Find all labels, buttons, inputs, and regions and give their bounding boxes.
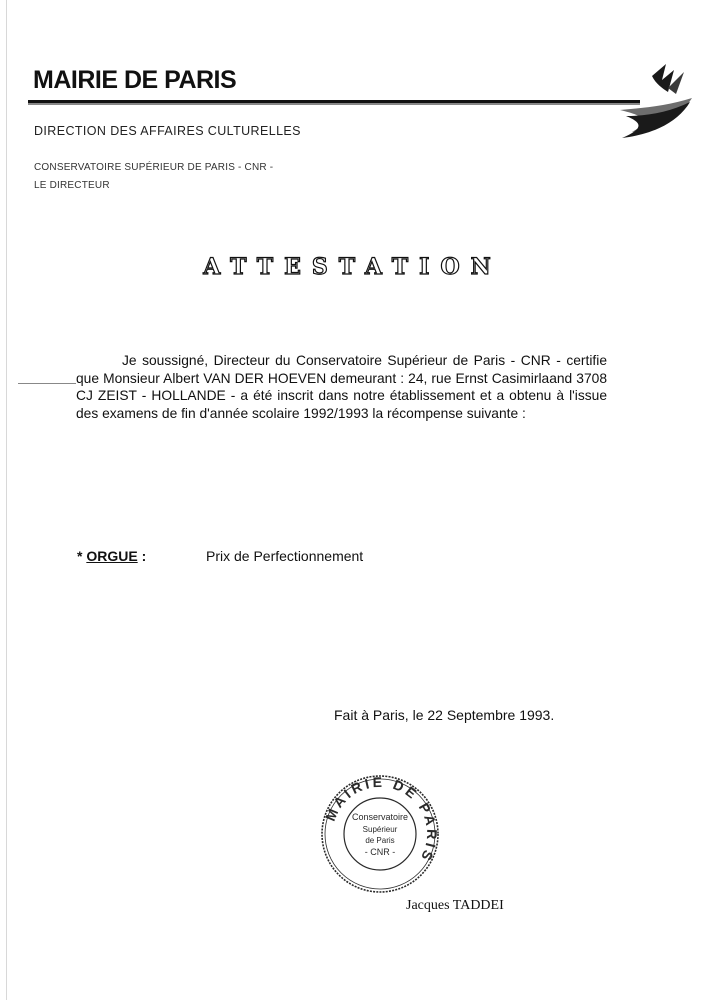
svg-text:Conservatoire: Conservatoire	[351, 812, 409, 822]
award-name: Prix de Perfectionnement	[206, 548, 364, 564]
svg-text:de Paris: de Paris	[365, 836, 395, 845]
org-name: MAIRIE DE PARIS	[33, 66, 237, 94]
attestation-body-text: Je soussigné, Directeur du Conservatoire Supérieur de Paris - CNR - certifie que Monsieur Albert VAN DER HOEVEN demeurant : 24, rue Ernst Casimirlaand 3708 CJ ZEIST - HOLLANDE - a été inscrit dans notre établissement et a obtenu à l'issue des examens de fin d'année scolaire 1992/1993 la récompense suivante :	[76, 353, 607, 421]
place-date: Fait à Paris, le 22 Septembre 1993.	[334, 707, 555, 723]
conservatoire-line: CONSERVATOIRE SUPÉRIEUR DE PARIS - CNR -	[34, 162, 274, 173]
department-name: DIRECTION DES AFFAIRES CULTURELLES	[34, 124, 301, 138]
signatory-name: Jacques TADDEI	[406, 898, 504, 913]
award-subject-text: ORGUE	[86, 548, 138, 564]
award-subject	[77, 548, 146, 564]
director-line: LE DIRECTEUR	[34, 180, 110, 191]
svg-text:Supérieur: Supérieur	[362, 825, 398, 834]
attestation-body	[76, 352, 607, 422]
award-colon: :	[137, 548, 147, 564]
scan-mark	[18, 383, 76, 384]
svg-text:MAIRIE DE PARIS: MAIRIE DE PARIS	[321, 773, 441, 866]
document-title: ATTESTATION	[203, 254, 502, 280]
scan-edge	[6, 0, 7, 1000]
paris-logo-icon	[612, 58, 702, 148]
svg-text:- CNR -: - CNR -	[364, 847, 396, 857]
header-rule	[28, 100, 640, 105]
mairie-seal-stamp	[318, 772, 442, 896]
award-bullet: *	[77, 548, 87, 564]
